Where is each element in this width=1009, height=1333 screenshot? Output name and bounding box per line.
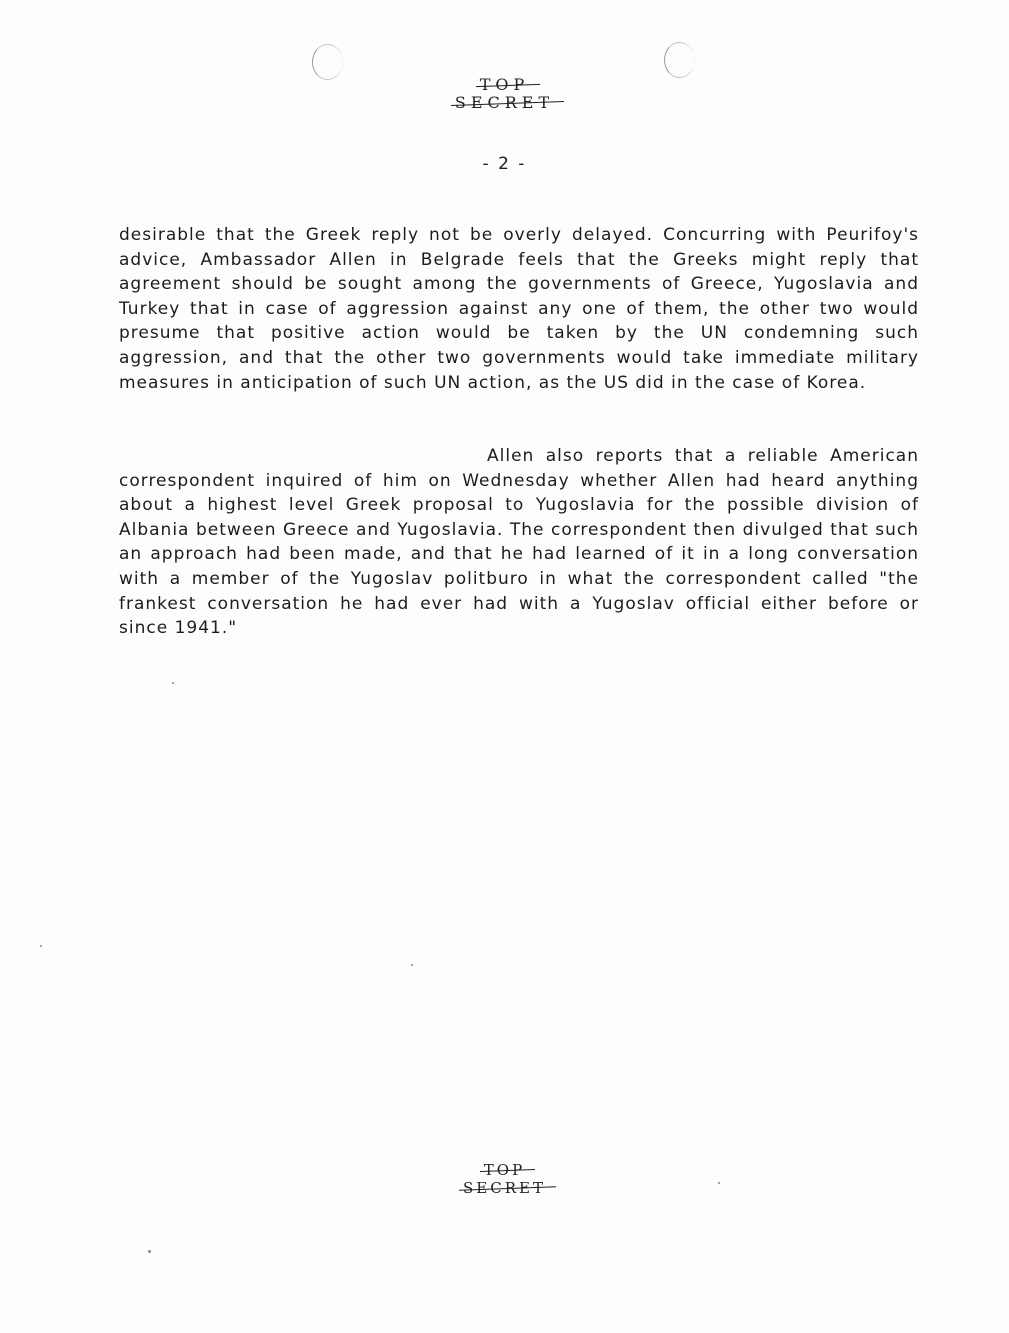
classification-bottom-line1: TOP (483, 1161, 526, 1179)
punch-hole-left (312, 44, 343, 80)
paragraph-1: desirable that the Greek reply not be overly delayed. Concurring with Peurifoy's advice, Ambassador Allen in Belgrade feels that the Greeks might reply that agreement should be sought among the governments of Greece, Yugoslavia and Turkey that in case of aggression against any one of them, the other two would presume that positive action would be taken by the UN condemning such aggression, and that the other two governments would take immediate military measures in anticipation of such UN action, as the US did in the case of Korea. (119, 225, 919, 393)
paper-speck (40, 945, 42, 947)
classification-bottom-line2: SECRET (463, 1179, 546, 1197)
paper-speck (718, 1182, 720, 1184)
paper-speck (172, 682, 174, 684)
punch-hole-right (664, 42, 695, 78)
page-number: - 2 - (482, 154, 527, 174)
paragraph-2: Allen also reports that a reliable American correspondent inquired of him on Wednesday whether Allen had heard anything about a highest level Greek proposal to Yugoslavia for the possible division of Albania between Greece and Yugoslavia. The correspondent then divulged that such an approach had been made, and that he had learned of it in a long conversation with a member of the Yugoslav politburo in what the correspondent called "the frankest conversation he had ever had with a Yugoslav official either before or since 1941." (119, 446, 919, 639)
classification-marking-top (0, 76, 1009, 112)
classification-marking-bottom (0, 1161, 1009, 1197)
classification-top-line2: SECRET (454, 93, 555, 112)
paper-speck (411, 964, 413, 966)
classification-top-line1: TOP (479, 75, 530, 94)
paper-speck (148, 1250, 151, 1253)
